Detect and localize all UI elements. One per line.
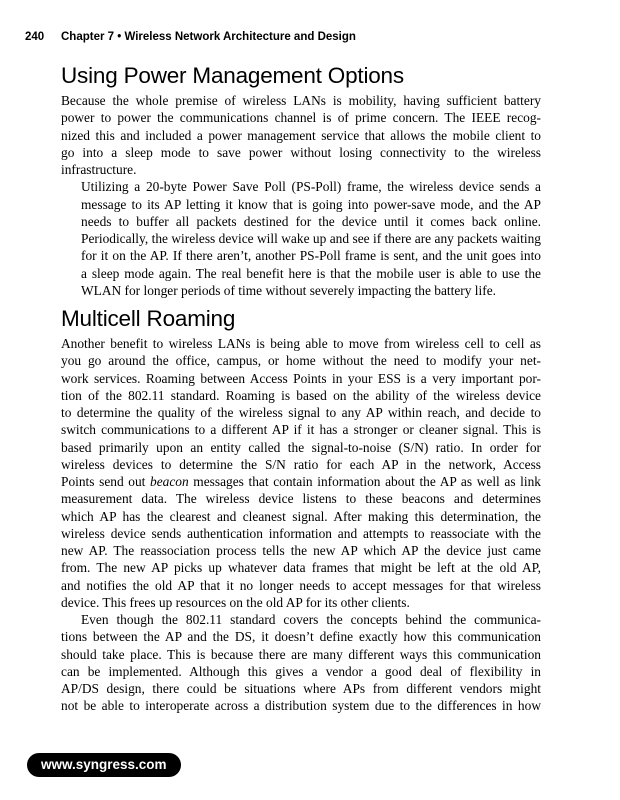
- text-line-beacon: [61, 473, 541, 490]
- text-line: Even though the 802.11 standard covers the concepts behind the communica-: [81, 612, 541, 627]
- text-line: can be implemented. Although this gives a vendor a good deal of flexibility in: [61, 663, 541, 679]
- beacon-term: beacon: [150, 474, 189, 489]
- text-line: which AP has the clearest and cleanest signal. After making this determination, the: [61, 508, 541, 524]
- text-line: Because the whole premise of wireless LANs is mobility, having sufficient battery: [61, 93, 541, 108]
- text-line: tion of the 802.11 standard. Roaming is based on the ability of the wireless device: [61, 387, 541, 403]
- text-line: and notifies the old AP that it no longer needs to accept messages for that wireless: [61, 577, 541, 593]
- text-line: needs to buffer all packets destined for the device until it comes back online.: [81, 213, 541, 229]
- text-line: AP/DS design, there could be situations where APs from different vendors might: [61, 681, 541, 696]
- text-line: message to its AP letting it know that is going into power-save mode, and the AP: [81, 196, 541, 212]
- text-line: device. This frees up resources on the old AP for its other clients.: [61, 594, 410, 610]
- text-line: you go around the office, campus, or home without the need to modify your net-: [61, 353, 541, 369]
- running-head: [25, 31, 356, 43]
- text-line: not be able to interoperate across a distribution system due to the differences in how: [61, 698, 541, 714]
- text-line: based primarily upon an entity called the signal-to-noise (S/N) ratio. In order for: [61, 439, 541, 455]
- text-line: Another benefit to wireless LANs is being able to move from wireless cell to cell as: [61, 336, 541, 351]
- text-line: should take place. This is because there are many different ways this communication: [61, 646, 541, 662]
- chapter-title: Chapter 7 • Wireless Network Architecture and Design: [61, 31, 356, 43]
- text-line: wireless devices to determine the S/N ratio for each AP in the network, Access: [61, 456, 541, 472]
- text-line: infrastructure.: [61, 162, 137, 177]
- text-line: Utilizing a 20-byte Power Save Poll (PS-Poll) frame, the wireless device sends a: [81, 179, 541, 195]
- paragraph-ds-communication: [61, 611, 541, 715]
- text-line: new AP. The reassociation process tells the new AP which AP the device just came: [61, 543, 541, 558]
- paragraph-ps-poll: [61, 178, 541, 299]
- paragraph-roaming: [61, 335, 541, 611]
- text-line: Periodically, the wireless device will wake up and see if there are any packets waiting: [81, 231, 541, 246]
- text-line: from. The new AP picks up whatever data frames that might be left at the old AP,: [61, 560, 541, 576]
- text-line: power to power the communications channel is of prime concern. The IEEE recog-: [61, 110, 541, 126]
- text-line: tions between the AP and the DS, it doesn’t define exactly how this communication: [61, 629, 541, 645]
- text-line: go into a sleep mode to save power without losing connectivity to the wireless: [61, 144, 541, 160]
- text-line: measurement data. The wireless device listens to these beacons and determines: [61, 491, 541, 507]
- text-line: for it on the AP. If there aren’t, another PS-Poll frame is sent, and the unit goes into: [81, 248, 541, 264]
- paragraph-power-intro: [61, 92, 541, 178]
- page-number: 240: [25, 31, 45, 43]
- text-line: WLAN for longer periods of time without severely impacting the battery life.: [81, 282, 496, 298]
- text-line: switch communications to a different AP if it has a stronger or cleaner signal. This is: [61, 422, 541, 438]
- section-heading-power-management: Using Power Management Options: [61, 63, 404, 88]
- text-line: nized this and included a power management service that allows the mobile client to: [61, 127, 541, 143]
- text-line: work services. Roaming between Access Points in your ESS is a very important por-: [61, 370, 541, 386]
- section-heading-multicell-roaming: Multicell Roaming: [61, 306, 236, 331]
- text-line: wireless device sends authentication information and attempts to reassociate with the: [61, 525, 541, 541]
- text-segment: Points send out: [61, 474, 151, 489]
- text-segment: messages that contain information about the AP as well as link: [188, 474, 541, 489]
- body-column: [61, 60, 541, 715]
- text-line: a sleep mode again. The real benefit here is that the mobile user is able to use the: [81, 265, 541, 281]
- publisher-url-badge[interactable]: www.syngress.com: [27, 753, 181, 777]
- text-line: to determine the quality of the wireless signal to any AP within reach, and decide to: [61, 405, 541, 420]
